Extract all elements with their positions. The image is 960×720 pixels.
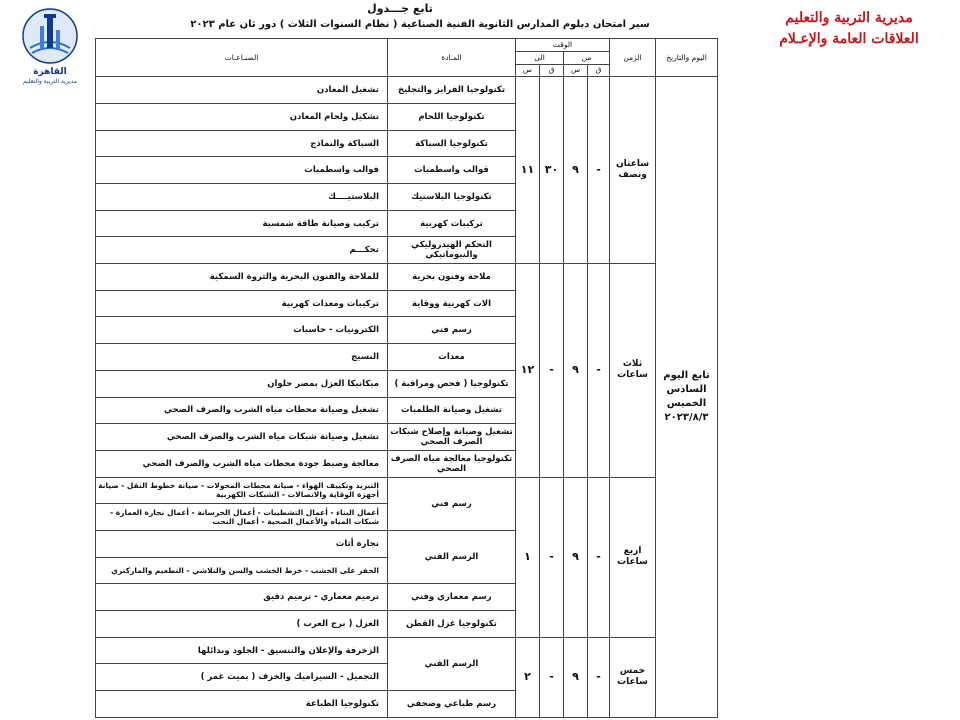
from-s-cell: ٩ — [564, 77, 588, 264]
duration-cell: اربع ساعات — [610, 477, 656, 637]
subject-cell: رسم طباعي وصحفي — [388, 691, 516, 718]
industry-cell: ترميم معماري - ترميم دقيق — [96, 584, 388, 611]
to-s-cell: ١ — [516, 477, 540, 637]
logo — [14, 6, 86, 101]
industry-cell: تحكـــم — [96, 237, 388, 264]
duration-cell: ساعتان ونصف — [610, 77, 656, 264]
to-q-cell: - — [540, 637, 564, 717]
col-from-s: س — [564, 64, 588, 77]
industry-cell: النسيج — [96, 344, 388, 371]
to-q-cell: - — [540, 477, 564, 637]
from-s-cell: ٩ — [564, 264, 588, 478]
subject-cell: الات كهربية ووقاية — [388, 290, 516, 317]
col-from-q: ق — [588, 64, 610, 77]
industry-cell: معالجة وضبط جودة محطات مياه الشرب والصرف الصحي — [96, 450, 388, 477]
schedule-table — [95, 38, 718, 718]
subject-cell: تكنولوجيا الفرايز والتجليخ — [388, 77, 516, 104]
brand-line-2: العلاقات العامة والإعـلام — [779, 31, 919, 47]
subject-cell: معدات — [388, 344, 516, 371]
subject-cell: الرسم الفني — [388, 530, 516, 583]
to-s-cell: ١١ — [516, 77, 540, 264]
header-row — [96, 39, 718, 52]
brand-line-1: مديرية التربية والتعليم — [785, 10, 913, 26]
col-time: الوقت — [516, 39, 610, 52]
industry-cell: الحفر على الخشب - خرط الخشب والسن والتلاشي - التطعيم والماركتري — [96, 557, 388, 584]
col-day: اليوم والتاريخ — [656, 39, 718, 77]
industry-cell: تشكيل ولحام المعادن — [96, 103, 388, 130]
industry-cell: التبريد وتكييف الهواء - صيانة محطات المحولات - صيانة خطوط النقل - صيانة أجهزة الوقاية والاتصالات - الشبكات الكهربية — [96, 477, 388, 504]
subject-cell: تكنولوجيا ( فحص ومراقبة ) — [388, 370, 516, 397]
industry-cell: تركيب وصيانة طاقة شمسية — [96, 210, 388, 237]
industry-cell: تشغيل المعادن — [96, 77, 388, 104]
industry-cell: البلاستيــــك — [96, 184, 388, 211]
col-industries: الصنـاعـات — [96, 39, 388, 77]
duration-cell: ثلاث ساعات — [610, 264, 656, 478]
industry-cell: التجميل - السيراميك والخزف ( بميت غمر ) — [96, 664, 388, 691]
subject-cell: رسم معماري وفني — [388, 584, 516, 611]
subject-cell: تشغيل وصيانة وإصلاح شبكات الصرف الصحي — [388, 424, 516, 451]
to-s-cell: ١٢ — [516, 264, 540, 478]
subject-cell: الرسم الفني — [388, 637, 516, 690]
subject-cell: رسم فني — [388, 477, 516, 530]
col-to: الى — [516, 51, 564, 64]
page-title: تابع جـــدول — [367, 2, 433, 15]
col-to-q: ق — [540, 64, 564, 77]
to-q-cell: ٣٠ — [540, 77, 564, 264]
industry-cell: نجارة أثاث — [96, 530, 388, 557]
industry-cell: أعمال البناء - أعمال التشطيبات - أعمال الخرسانة - أعمال نجارة العمارة - شبكات المياه والأعمال الصحية - أعمال النحت — [96, 504, 388, 531]
industry-cell: الزخرفة والإعلان والتنسيق - الجلود وبدائلها — [96, 637, 388, 664]
industry-cell: الكترونيات - حاسبات — [96, 317, 388, 344]
industry-cell: للملاحة والفنون البحرية والثروة السمكية — [96, 264, 388, 291]
to-s-cell: ٢ — [516, 637, 540, 717]
logo-subtitle: مديرية التربية والتعليم — [22, 78, 78, 85]
industry-cell: الغزل ( برج العرب ) — [96, 611, 388, 638]
day-cell: تابع اليوم السادس الخميس ٢٠٢٣/٨/٣ — [656, 77, 718, 718]
page-subtitle: سير امتحان دبلوم المدارس الثانوية الفنية الصناعية ( نظام السنوات الثلاث ) دور ثان عام ٢٠٢٣ — [190, 19, 650, 30]
subject-cell: تكنولوجيا معالجة مياه الصرف الصحي — [388, 450, 516, 477]
from-q-cell: - — [588, 77, 610, 264]
subject-cell: تكنولوجيا اللحام — [388, 103, 516, 130]
table-row — [96, 637, 718, 664]
subject-cell: تشغيل وصيانة الطلمبات — [388, 397, 516, 424]
subject-cell: قوالب واسطمبات — [388, 157, 516, 184]
subject-cell: رسم فني — [388, 317, 516, 344]
industry-cell: تركيبات ومعدات كهربية — [96, 290, 388, 317]
from-q-cell: - — [588, 477, 610, 637]
col-duration: الزمن — [610, 39, 656, 77]
cairo-tower-icon — [20, 6, 80, 66]
from-q-cell: - — [588, 637, 610, 717]
brand-header — [740, 8, 958, 50]
industry-cell: السباكة والنماذج — [96, 130, 388, 157]
industry-cell: تكنولوجيا الطباعة — [96, 691, 388, 718]
table-row — [96, 477, 718, 504]
subject-cell: تكنولوجيا غزل القطن — [388, 611, 516, 638]
col-to-s: س — [516, 64, 540, 77]
table-row — [96, 77, 718, 104]
industry-cell: تشغيل وصيانة محطات مياه الشرب والصرف الصحي — [96, 397, 388, 424]
subject-cell: التحكم الهيدروليكي والنيوماتيكي — [388, 237, 516, 264]
industry-cell: تشغيل وصيانة شبكات مياه الشرب والصرف الصحي — [96, 424, 388, 451]
from-s-cell: ٩ — [564, 477, 588, 637]
subject-cell: تركيبات كهربية — [388, 210, 516, 237]
logo-name: القاهرة — [33, 67, 67, 77]
subject-cell: ملاحة وفنون بحرية — [388, 264, 516, 291]
subject-cell: تكنولوجيا البلاستيك — [388, 184, 516, 211]
industry-cell: ميكانيكا الغزل بمصر حلوان — [96, 370, 388, 397]
col-from: من — [564, 51, 610, 64]
duration-cell: خمس ساعات — [610, 637, 656, 717]
subject-cell: تكنولوجيا السباكة — [388, 130, 516, 157]
col-subject: المـادة — [388, 39, 516, 77]
table-row — [96, 264, 718, 291]
industry-cell: قوالب واسطمبات — [96, 157, 388, 184]
to-q-cell: - — [540, 264, 564, 478]
from-q-cell: - — [588, 264, 610, 478]
from-s-cell: ٩ — [564, 637, 588, 717]
